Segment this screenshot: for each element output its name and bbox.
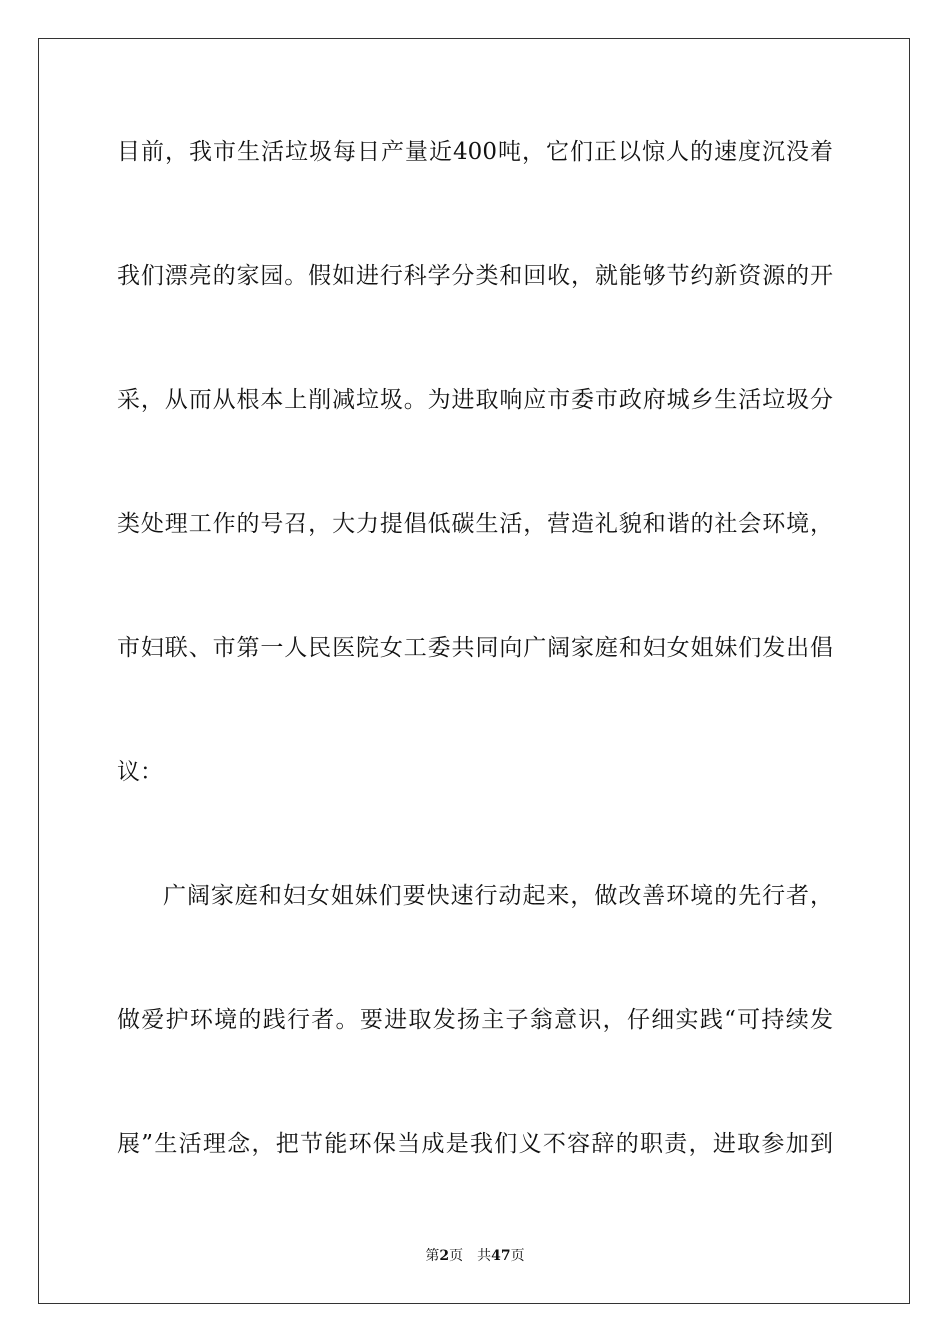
paragraph-line-5: 市妇联、市第一人民医院女工委共同向广阔家庭和妇女姐妹们发出倡: [117, 635, 833, 661]
total-suffix: 页: [510, 1248, 525, 1264]
page-number: 2: [439, 1248, 450, 1264]
paragraph-line-3: 采，从而从根本上削减垃圾。为进取响应市委市政府城乡生活垃圾分: [117, 387, 833, 413]
paragraph-line-7: 广阔家庭和妇女姐妹们要快速行动起来，做改善环境的先行者，: [163, 883, 833, 909]
page-border: [38, 38, 910, 1304]
page-suffix: 页: [449, 1248, 464, 1264]
paragraph-line-9: 展”生活理念，把节能环保当成是我们义不容辞的职责，进取参加到: [117, 1131, 833, 1157]
page-prefix: 第: [425, 1248, 440, 1264]
paragraph-line-8: 做爱护环境的践行者。要进取发扬主子翁意识，仔细实践“可持续发: [117, 1007, 833, 1033]
paragraph-line-2: 我们漂亮的家园。假如进行科学分类和回收，就能够节约新资源的开: [117, 263, 833, 289]
paragraph-line-1: 目前，我市生活垃圾每日产量近400吨，它们正以惊人的速度沉没着: [117, 139, 833, 165]
page-footer: [0, 1246, 950, 1266]
total-pages: 47: [491, 1248, 511, 1264]
total-prefix: 共: [477, 1248, 492, 1264]
paragraph-line-4: 类处理工作的号召，大力提倡低碳生活，营造礼貌和谐的社会环境，: [117, 511, 833, 537]
paragraph-line-6: 议：: [117, 759, 163, 785]
